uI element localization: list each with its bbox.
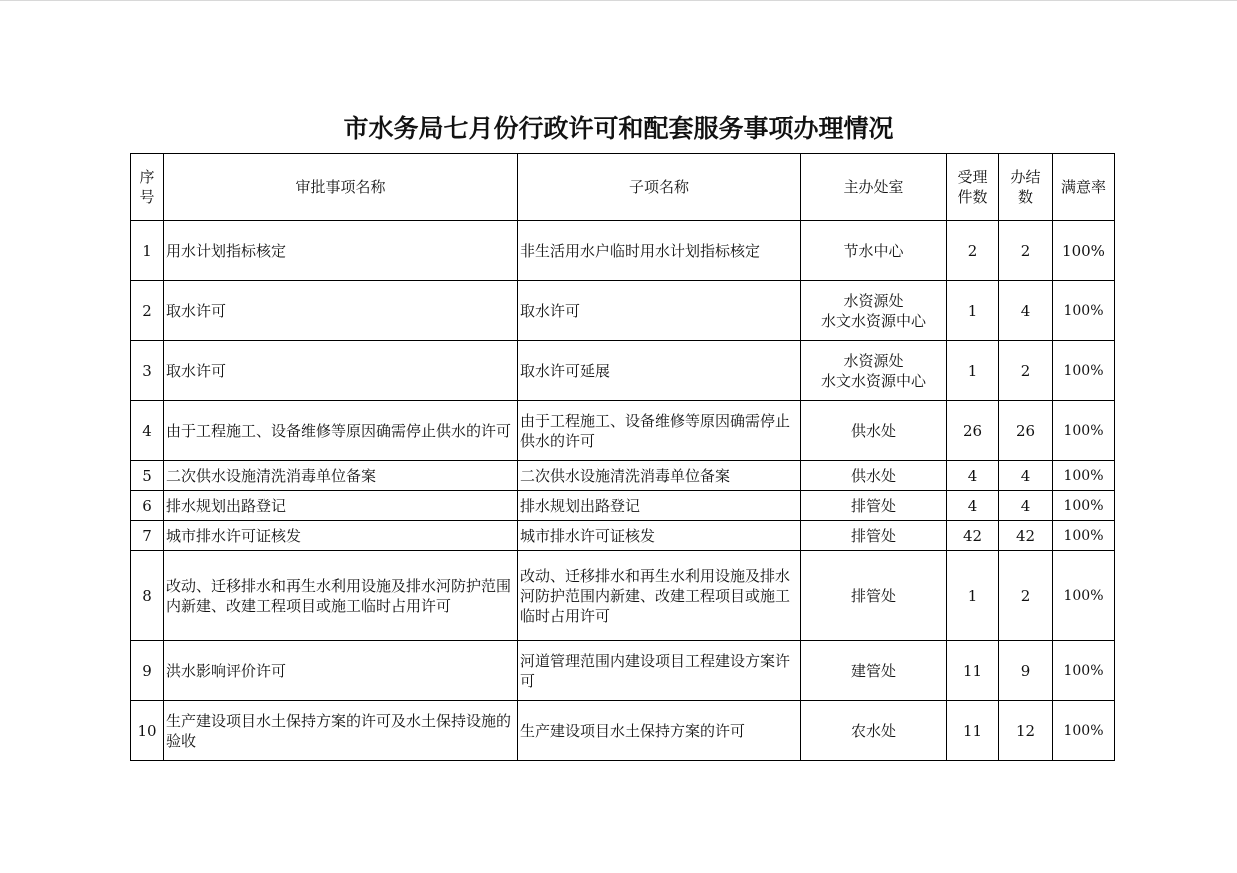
row-seq: 9 bbox=[131, 641, 164, 701]
row-office: 建管处 bbox=[801, 641, 947, 701]
row-office: 排管处 bbox=[801, 521, 947, 551]
row-item-name: 排水规划出路登记 bbox=[164, 491, 518, 521]
row-accepted: 4 bbox=[947, 461, 999, 491]
row-sub-item: 二次供水设施清洗消毒单位备案 bbox=[518, 461, 801, 491]
document-title: 市水务局七月份行政许可和配套服务事项办理情况 bbox=[343, 114, 894, 143]
row-item-name: 用水计划指标核定 bbox=[164, 221, 518, 281]
row-accepted: 2 bbox=[947, 221, 999, 281]
row-office: 节水中心 bbox=[801, 221, 947, 281]
row-completed: 9 bbox=[999, 641, 1053, 701]
row-seq: 3 bbox=[131, 341, 164, 401]
header-seq: 序 号 bbox=[131, 154, 164, 221]
row-completed: 26 bbox=[999, 401, 1053, 461]
row-seq: 1 bbox=[131, 221, 164, 281]
row-accepted: 42 bbox=[947, 521, 999, 551]
row-sub-item: 取水许可 bbox=[518, 281, 801, 341]
row-office: 水资源处 水文水资源中心 bbox=[801, 341, 947, 401]
row-sub-item: 河道管理范围内建设项目工程建设方案许可 bbox=[518, 641, 801, 701]
row-sub-item: 排水规划出路登记 bbox=[518, 491, 801, 521]
row-sub-item: 生产建设项目水土保持方案的许可 bbox=[518, 701, 801, 761]
row-sub-item: 改动、迁移排水和再生水利用设施及排水河防护范围内新建、改建工程项目或施工临时占用许可 bbox=[518, 551, 801, 641]
row-completed: 42 bbox=[999, 521, 1053, 551]
table-row bbox=[131, 521, 1115, 551]
page-top-rule bbox=[0, 0, 1237, 1]
row-accepted: 4 bbox=[947, 491, 999, 521]
row-office: 供水处 bbox=[801, 401, 947, 461]
row-satisfaction: 100% bbox=[1053, 551, 1115, 641]
table-row bbox=[131, 491, 1115, 521]
row-satisfaction: 100% bbox=[1053, 341, 1115, 401]
table-row bbox=[131, 401, 1115, 461]
row-sub-item: 城市排水许可证核发 bbox=[518, 521, 801, 551]
row-completed: 4 bbox=[999, 281, 1053, 341]
row-item-name: 取水许可 bbox=[164, 281, 518, 341]
row-item-name: 取水许可 bbox=[164, 341, 518, 401]
header-completed: 办结 数 bbox=[999, 154, 1053, 221]
table-row bbox=[131, 641, 1115, 701]
row-accepted: 26 bbox=[947, 401, 999, 461]
row-seq: 8 bbox=[131, 551, 164, 641]
row-completed: 2 bbox=[999, 341, 1053, 401]
row-satisfaction: 100% bbox=[1053, 491, 1115, 521]
row-completed: 4 bbox=[999, 491, 1053, 521]
row-accepted: 11 bbox=[947, 641, 999, 701]
row-seq: 7 bbox=[131, 521, 164, 551]
row-seq: 6 bbox=[131, 491, 164, 521]
row-satisfaction: 100% bbox=[1053, 701, 1115, 761]
table-row bbox=[131, 281, 1115, 341]
row-completed: 2 bbox=[999, 221, 1053, 281]
row-office: 排管处 bbox=[801, 551, 947, 641]
row-accepted: 1 bbox=[947, 281, 999, 341]
row-accepted: 1 bbox=[947, 551, 999, 641]
row-completed: 12 bbox=[999, 701, 1053, 761]
row-satisfaction: 100% bbox=[1053, 461, 1115, 491]
table-row bbox=[131, 551, 1115, 641]
table-row bbox=[131, 701, 1115, 761]
row-item-name: 改动、迁移排水和再生水利用设施及排水河防护范围内新建、改建工程项目或施工临时占用许可 bbox=[164, 551, 518, 641]
row-satisfaction: 100% bbox=[1053, 221, 1115, 281]
row-satisfaction: 100% bbox=[1053, 641, 1115, 701]
table-header-row bbox=[131, 154, 1115, 221]
row-item-name: 二次供水设施清洗消毒单位备案 bbox=[164, 461, 518, 491]
row-seq: 2 bbox=[131, 281, 164, 341]
header-item-name: 审批事项名称 bbox=[164, 154, 518, 221]
table-row bbox=[131, 221, 1115, 281]
header-satisfaction: 满意率 bbox=[1053, 154, 1115, 221]
row-satisfaction: 100% bbox=[1053, 401, 1115, 461]
row-item-name: 城市排水许可证核发 bbox=[164, 521, 518, 551]
row-sub-item: 由于工程施工、设备维修等原因确需停止供水的许可 bbox=[518, 401, 801, 461]
row-completed: 4 bbox=[999, 461, 1053, 491]
row-office: 水资源处 水文水资源中心 bbox=[801, 281, 947, 341]
row-item-name: 生产建设项目水土保持方案的许可及水土保持设施的验收 bbox=[164, 701, 518, 761]
row-accepted: 11 bbox=[947, 701, 999, 761]
header-sub-item: 子项名称 bbox=[518, 154, 801, 221]
row-sub-item: 非生活用水户临时用水计划指标核定 bbox=[518, 221, 801, 281]
row-seq: 10 bbox=[131, 701, 164, 761]
row-office: 供水处 bbox=[801, 461, 947, 491]
row-satisfaction: 100% bbox=[1053, 281, 1115, 341]
row-item-name: 由于工程施工、设备维修等原因确需停止供水的许可 bbox=[164, 401, 518, 461]
header-office: 主办处室 bbox=[801, 154, 947, 221]
approval-table bbox=[130, 153, 1115, 761]
row-sub-item: 取水许可延展 bbox=[518, 341, 801, 401]
row-office: 排管处 bbox=[801, 491, 947, 521]
row-seq: 5 bbox=[131, 461, 164, 491]
row-completed: 2 bbox=[999, 551, 1053, 641]
table-row bbox=[131, 341, 1115, 401]
row-satisfaction: 100% bbox=[1053, 521, 1115, 551]
row-seq: 4 bbox=[131, 401, 164, 461]
header-accepted: 受理 件数 bbox=[947, 154, 999, 221]
row-item-name: 洪水影响评价许可 bbox=[164, 641, 518, 701]
row-accepted: 1 bbox=[947, 341, 999, 401]
row-office: 农水处 bbox=[801, 701, 947, 761]
table-row bbox=[131, 461, 1115, 491]
